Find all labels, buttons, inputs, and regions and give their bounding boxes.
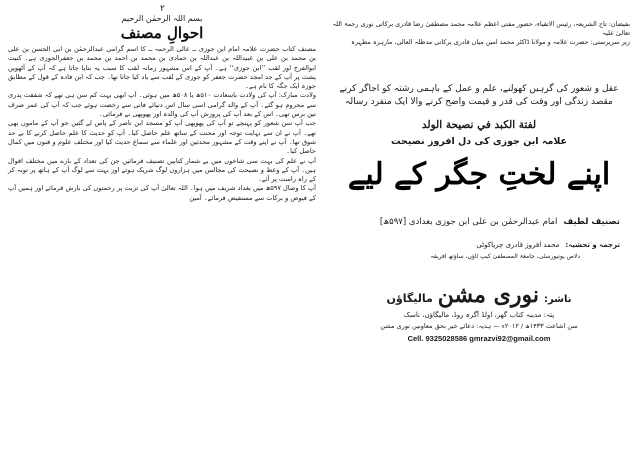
- biography-paragraph: ولادت مبارک: آپ کی ولادت باسعادت ۵۱۰ھ یا ۵۰۸ھ میں ہوئی۔ آپ ابھی بہت کم سن ہی تھے کہ شفقت پدری سے محروم ہو گئے۔ آپ کے والد گرامی اسی سال اس دنیائے فانی سے رخصت ہوئے جب کہ آپ کی عمر صرف تین برس تھی۔ اس کے بعد آپ کی پرورش آپ کی والدہ اور پھوپھی نے فرمائی۔: [8, 91, 317, 119]
- page-number: ۲: [160, 4, 165, 14]
- biography-paragraph: مصنف کتاب حضرت علامہ امام ابن جوزی ــ عالی الرحمہ ــ کا اسم گرامی عبدالرحمٰن بن ابی الحسن بن علی بن محمد بن علی بن عبیداللہ بن عبداللہ بن حمادی بن محمد بن احمد بن محمد بن جعفرالجوزی ہے۔ کنیت ابوالفرج اور لقب ’’ابن جوزی‘‘ ہے۔ آپ کے اس مشہور زمانہ لقب کا سبب یہ بتایا جاتا ہے کہ آپ کے آٹھویں پشت پر آپ کے جد امجد حضرت جعفر کو جوزی کے لقب سے یاد کیا جاتا تھا۔ جب کہ ابن فادہ کے قول کے مطابق جوزہ ایک جگہ کا نام ہے۔: [8, 45, 316, 91]
- publisher-city: مالیگاؤں: [386, 292, 433, 305]
- publisher-address: پتہ: مدینہ کتاب گھر، اولڈ آگرہ روڈ، مالیگاؤں، ناسک: [403, 311, 555, 319]
- header-note-line: بفیضان: تاج الشریعہ، رئیس الاتقیاء، حضور مفتی اعظم علامہ محمد مصطفیٰ رضا قادری برکاتی نوری رحمۃ اللہ تعالیٰ علیہ: [332, 20, 630, 37]
- author-credit: [328, 217, 630, 227]
- intro-line: مقصد زندگی اور وقت کی قدر و قیمت واضح کرنے والا ایک منفرد رسالہ: [345, 97, 613, 107]
- left-page: [8, 12, 316, 446]
- author-name: امام عبدالرحمٰن بن علی ابن جوزی بغدادی [۵۹۷ھ]: [379, 217, 558, 227]
- subtitle: علامہ ابن جوزی کی دل افروز نصیحت: [390, 136, 568, 147]
- biography-paragraph: آپ نے علم کی بہت سی شاخوں میں بے شمار کتابیں تصنیف فرمائیں جن کی تعداد کے بارے میں مختلف اقوال ہیں۔ آپ کے وعظ و نصیحت کی مجالس میں ہزاروں لوگ شریک ہوتے اور بہت سے لوگ آپ کے ہاتھ پر توبہ کر کے راہ راست پر آئے۔: [8, 156, 316, 184]
- biography-text: [8, 45, 316, 203]
- section-title: احوالِ مصنف: [120, 24, 204, 42]
- publisher-name: نوری مشن: [437, 282, 539, 308]
- intro-text: [328, 83, 630, 109]
- contact-info: Cell. 9325028586 gmrazvi92@gmail.com: [407, 334, 551, 343]
- translator-affiliation: دلاص یونیورسٹی، جامعۃ المصطفیٰ کیپ ٹاؤن، ساؤتھ افریقہ: [430, 253, 580, 260]
- basmala: بسم اللہ الرحمٰن الرحیم: [121, 14, 203, 23]
- right-page: [328, 12, 630, 446]
- intro-line: عقل و شعور کی گرہیں کھولنے، علم و عمل کے باہمی رشتہ کو اجاگر کرنے: [339, 84, 619, 94]
- publisher-block: [328, 282, 630, 308]
- biography-paragraph: آپ کا وصال ۵۹۷ھ میں بغداد شریف میں ہوا۔ اللہ تعالیٰ آپ کی تربت پر رحمتوں کی بارش فرمائے اور ہمیں آپ کے فیوض و برکات سے مستفیض فرمائے۔ آمین: [8, 184, 316, 202]
- biography-paragraph: جب آپ سن شعور کو پہنچے تو آپ کی پھوپھی آپ کو مسجد ابن ناصر کے پاس لے گئیں جو آپ کے ماموں بھی تھے۔ آپ نے ان سے نہایت توجہ اور محنت کے ساتھ علم حاصل کیا۔ آپ کو حدیث کا علم حاصل کرنے کا بے حد شوق تھا۔ آپ نے اپنے وقت کے مشہور محدثین اور علماء سے سماع حدیث کیا اور مختلف علوم و فنون میں کمال حاصل کیا۔: [8, 119, 316, 156]
- arabic-title: لفتة الكبد في نصيحة الولد: [421, 119, 537, 131]
- header-note: [328, 20, 630, 47]
- book-title: اپنے لختِ جگر کے لیے: [347, 157, 611, 192]
- translator-credit: [328, 241, 630, 260]
- header-note-line: زیر سرپرستی: حضرت علامہ و مولانا ڈاکٹر محمد امین میاں قادری برکاتی مدظلہ العالی، مارہرہ مطہرہ: [351, 38, 630, 46]
- publication-details: سن اشاعت ۱۴۳۳ھ / ۲۰۱۲ء — ہدیہ: دعائے خیر بحق معاونین نوری مشن: [380, 322, 578, 330]
- translation-label: ترجمہ و تحشیہ:: [565, 241, 620, 249]
- publisher-label: ناشر:: [543, 294, 572, 305]
- translator-name: محمد افروز قادری چریاکوٹی: [476, 241, 560, 249]
- author-label: تصنیف لطیف: [563, 217, 620, 227]
